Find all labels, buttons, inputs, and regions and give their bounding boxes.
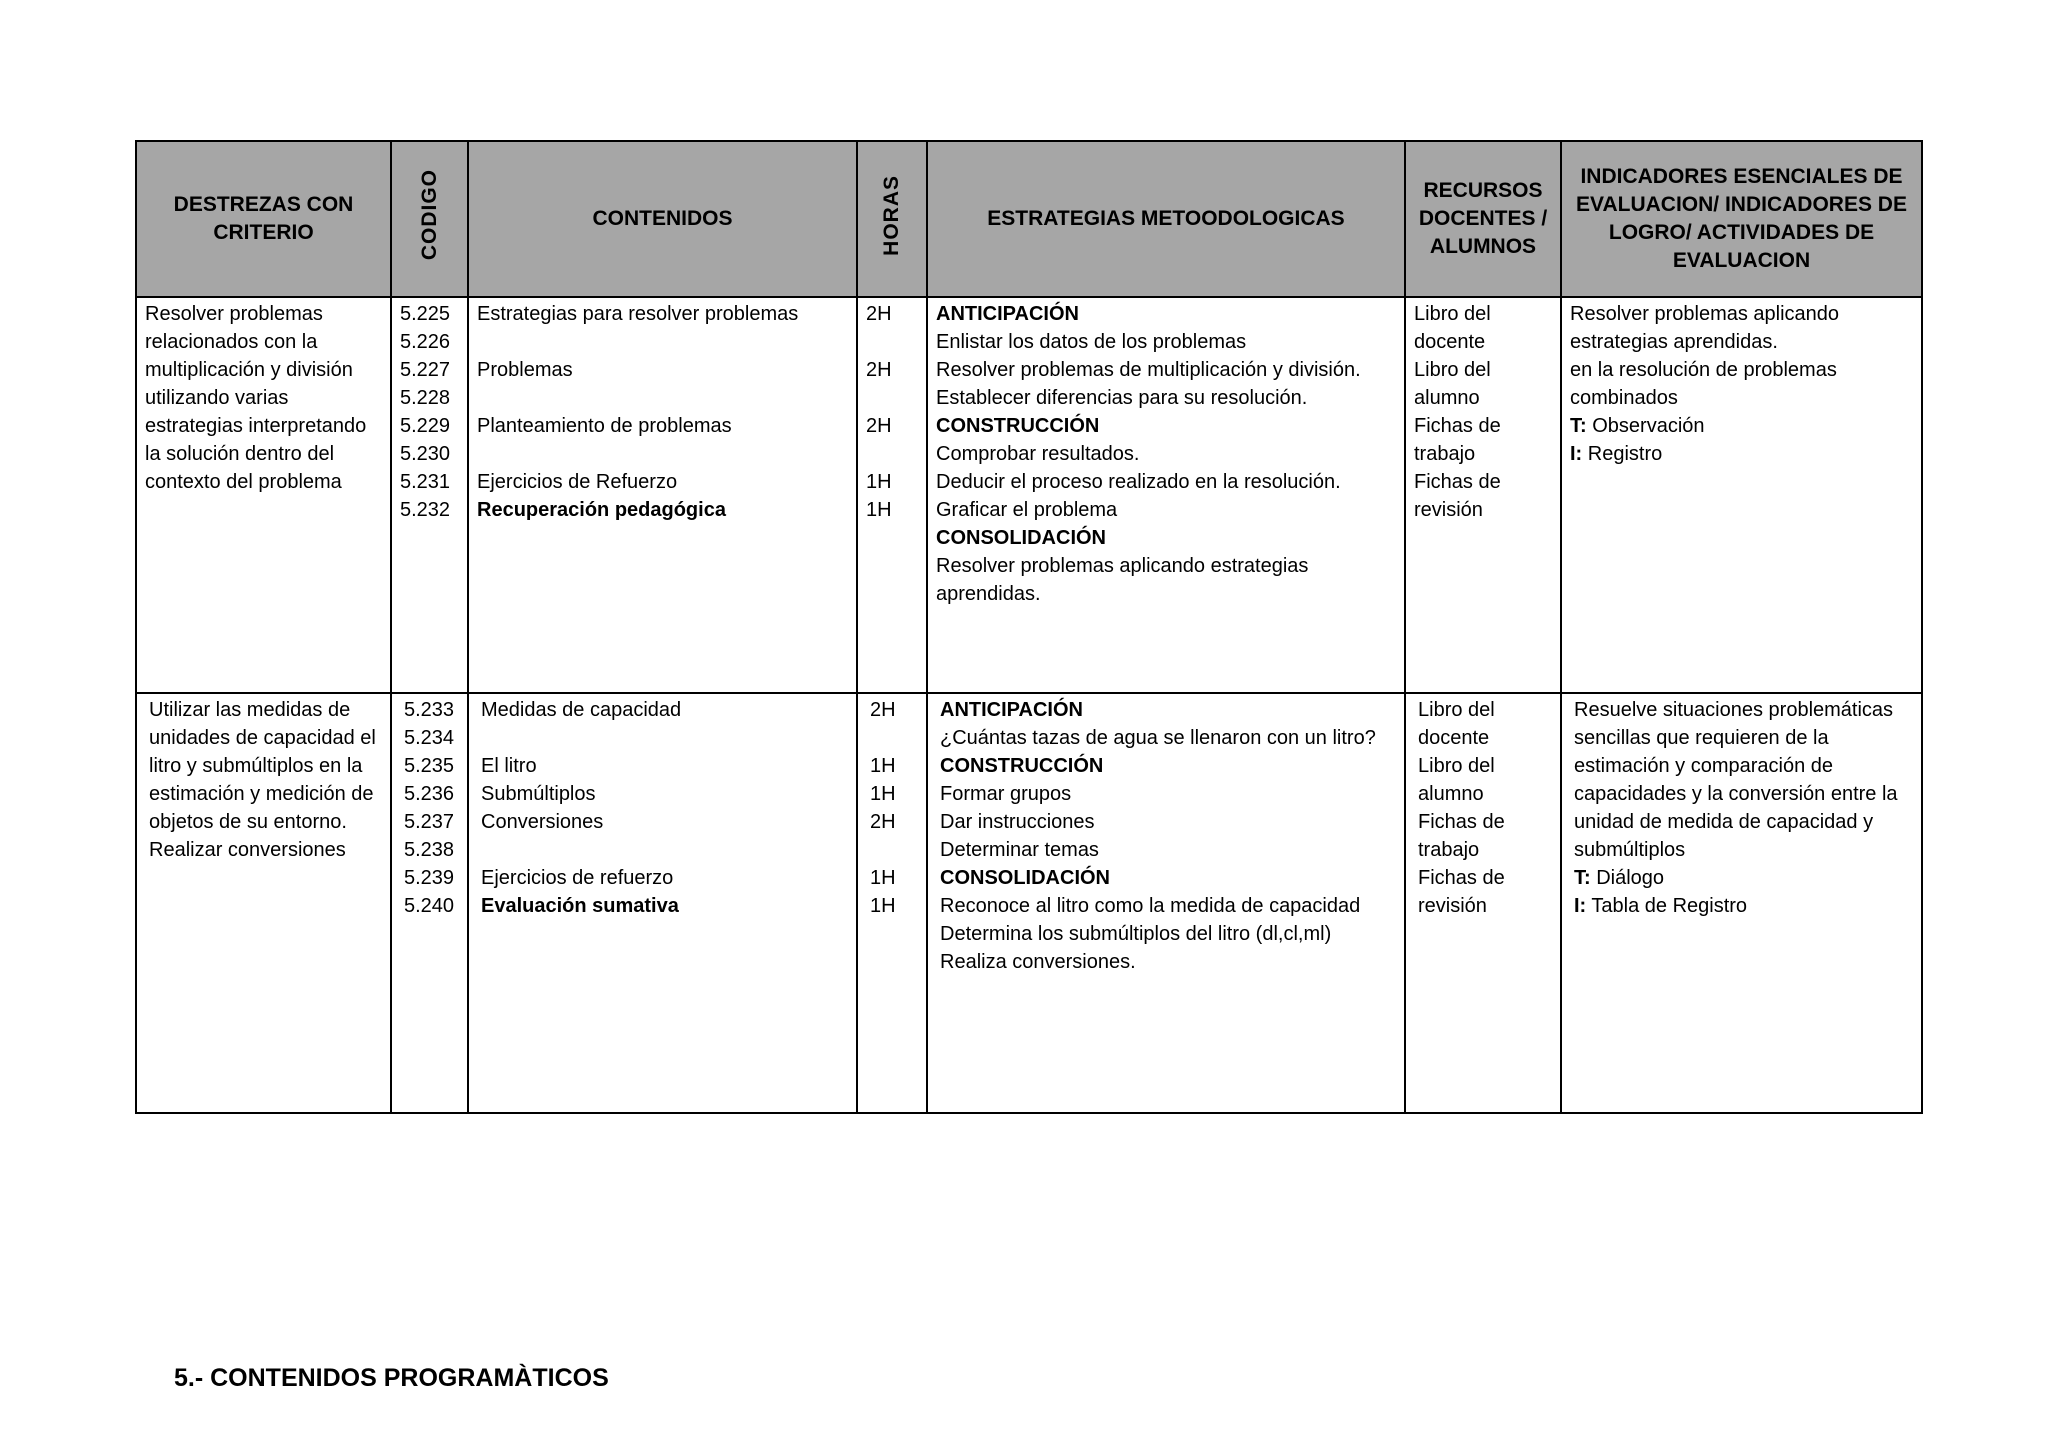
header-recursos: RECURSOS DOCENTES / ALUMNOS [1405, 141, 1561, 297]
recurso-line: Fichas de [1418, 867, 1505, 889]
estrategia-line: Graficar el problema [936, 499, 1118, 521]
contenido-line: Estrategias para resolver problemas [477, 303, 799, 325]
recurso-line: revisión [1418, 895, 1487, 917]
header-codigo [391, 141, 468, 297]
codigo-line: 5.238 [404, 839, 455, 861]
estrategia-line: Formar grupos [940, 783, 1072, 805]
contenido-line [477, 440, 848, 468]
estrategia-line: Enlistar los datos de los problemas [936, 331, 1247, 353]
codigo-line: 5.233 [404, 699, 455, 721]
phase-heading: CONSTRUCCIÓN [936, 415, 1100, 437]
hora-line [866, 440, 918, 468]
estrategia-line: Determinar temas [940, 839, 1099, 861]
instrumento-value: Tabla de Registro [1586, 895, 1748, 917]
contenido-line [477, 328, 848, 356]
section-title: 5.- CONTENIDOS PROGRAMÀTICOS [174, 1364, 609, 1392]
tecnica-label: T: [1570, 415, 1587, 437]
estrategia-line: Determina los submúltiplos del litro (dl,cl,ml) [940, 923, 1332, 945]
estrategias-cell [927, 297, 1405, 693]
recurso-line: Fichas de [1414, 415, 1501, 437]
estrategias-cell [927, 693, 1405, 1113]
recurso-line: trabajo [1418, 839, 1480, 861]
estrategia-line: Deducir el proceso realizado en la resolución. [936, 471, 1341, 493]
contenido-line: Ejercicios de Refuerzo [477, 471, 678, 493]
horas-cell [857, 297, 927, 693]
table-row [136, 297, 1922, 693]
recurso-line: Libro del [1414, 303, 1491, 325]
destreza-line: litro y submúltiplos en la [149, 755, 363, 777]
indicadores-cell [1561, 693, 1922, 1113]
tecnica-value: Diálogo [1590, 867, 1665, 889]
phase-heading: CONSTRUCCIÓN [940, 755, 1104, 777]
codigo-line: 5.228 [400, 387, 451, 409]
estrategia-line: Realiza conversiones. [940, 951, 1136, 973]
header-destrezas: DESTREZAS CON CRITERIO [136, 141, 391, 297]
destrezas-cell [136, 297, 391, 693]
header-horas-label: HORAS [880, 174, 903, 256]
recurso-line: Libro del [1414, 359, 1491, 381]
codigo-line: 5.237 [404, 811, 455, 833]
destreza-line: contexto del problema [145, 471, 342, 493]
hora-line: 1H [870, 895, 896, 917]
indicador-line: sencillas que requieren de la [1574, 727, 1829, 749]
codigo-line: 5.229 [400, 415, 451, 437]
destreza-line: objetos de su entorno. [149, 811, 347, 833]
recurso-line: Libro del [1418, 699, 1495, 721]
contenidos-cell [468, 693, 857, 1113]
phase-heading: ANTICIPACIÓN [940, 699, 1083, 721]
horas-cell [857, 693, 927, 1113]
codigo-line: 5.230 [400, 443, 451, 465]
estrategia-line: ¿Cuántas tazas de agua se llenaron con un litro? [940, 727, 1376, 749]
estrategia-line: Dar instrucciones [940, 811, 1095, 833]
contenido-line-bold: Evaluación sumativa [481, 895, 679, 917]
indicador-line: submúltiplos [1574, 839, 1686, 861]
codigo-line: 5.236 [404, 783, 455, 805]
hora-line [870, 724, 918, 752]
recurso-line: trabajo [1414, 443, 1476, 465]
phase-heading: ANTICIPACIÓN [936, 303, 1079, 325]
indicador-line: unidad de medida de capacidad y [1574, 811, 1874, 833]
indicador-line: capacidades y la conversión entre la [1574, 783, 1898, 805]
codigo-line: 5.231 [400, 471, 451, 493]
destreza-line: utilizando varias [145, 387, 289, 409]
recursos-cell [1405, 693, 1561, 1113]
destreza-line: la solución dentro del [145, 443, 335, 465]
destreza-line: Utilizar las medidas de [149, 699, 351, 721]
header-indicadores: INDICADORES ESENCIALES DE EVALUACION/ INDICADORES DE LOGRO/ ACTIVIDADES DE EVALUACION [1561, 141, 1922, 297]
recurso-line: Fichas de [1418, 811, 1505, 833]
contenido-line [481, 836, 848, 864]
contenido-line: Problemas [477, 359, 573, 381]
codigo-line: 5.225 [400, 303, 451, 325]
indicador-line: combinados [1570, 387, 1678, 409]
recurso-line: docente [1418, 727, 1490, 749]
phase-heading: CONSOLIDACIÓN [940, 867, 1110, 889]
tecnica-line [1570, 412, 1913, 440]
hora-line [866, 384, 918, 412]
destreza-line: Resolver problemas [145, 303, 323, 325]
planning-table [135, 140, 1923, 1114]
recurso-line: Fichas de [1414, 471, 1501, 493]
hora-line: 2H [870, 811, 896, 833]
indicador-line: estimación y comparación de [1574, 755, 1834, 777]
indicadores-cell [1561, 297, 1922, 693]
codigo-line: 5.234 [404, 727, 455, 749]
contenido-line [481, 724, 848, 752]
tecnica-line [1574, 864, 1913, 892]
recurso-line: revisión [1414, 499, 1483, 521]
destreza-line: relacionados con la [145, 331, 318, 353]
hora-line: 1H [870, 755, 896, 777]
tecnica-value: Observación [1586, 415, 1705, 437]
estrategia-line: Comprobar resultados. [936, 443, 1140, 465]
instrumento-line [1570, 440, 1913, 468]
instrumento-value: Registro [1582, 443, 1663, 465]
destrezas-cell [136, 693, 391, 1113]
contenido-line [477, 384, 848, 412]
hora-line: 1H [866, 471, 892, 493]
destreza-line: multiplicación y división [145, 359, 353, 381]
recursos-cell [1405, 297, 1561, 693]
destreza-line: estimación y medición de [149, 783, 374, 805]
estrategia-line: Reconoce al litro como la medida de capacidad [940, 895, 1361, 917]
hora-line [866, 328, 918, 356]
indicador-line: Resuelve situaciones problemáticas [1574, 699, 1894, 721]
table-row [136, 693, 1922, 1113]
contenido-line: Planteamiento de problemas [477, 415, 732, 437]
codigo-line: 5.240 [404, 895, 455, 917]
estrategia-line: aprendidas. [936, 583, 1041, 605]
header-row [136, 141, 1922, 297]
destreza-line: unidades de capacidad el [149, 727, 376, 749]
contenido-line: Conversiones [481, 811, 604, 833]
phase-heading: CONSOLIDACIÓN [936, 527, 1106, 549]
contenido-line: El litro [481, 755, 537, 777]
codigo-line: 5.226 [400, 331, 451, 353]
recurso-line: alumno [1418, 783, 1484, 805]
contenido-line: Ejercicios de refuerzo [481, 867, 674, 889]
estrategia-line: Resolver problemas aplicando estrategias [936, 555, 1309, 577]
indicador-line: estrategias aprendidas. [1570, 331, 1778, 353]
contenidos-cell [468, 297, 857, 693]
tecnica-label: T: [1574, 867, 1591, 889]
recurso-line: alumno [1414, 387, 1480, 409]
contenido-line: Submúltiplos [481, 783, 596, 805]
instrumento-label: I: [1570, 443, 1583, 465]
header-estrategias: ESTRATEGIAS METOODOLOGICAS [927, 141, 1405, 297]
contenido-line-bold: Recuperación pedagógica [477, 499, 726, 521]
hora-line: 2H [866, 359, 892, 381]
hora-line: 2H [870, 699, 896, 721]
recurso-line: docente [1414, 331, 1486, 353]
instrumento-line [1574, 892, 1913, 920]
indicador-line: en la resolución de problemas [1570, 359, 1837, 381]
codigo-cell [391, 693, 468, 1113]
contenido-line: Medidas de capacidad [481, 699, 682, 721]
destreza-line: estrategias interpretando [145, 415, 367, 437]
estrategia-line: Establecer diferencias para su resolución. [936, 387, 1308, 409]
hora-line: 1H [870, 867, 896, 889]
header-codigo-label: CODIGO [417, 169, 441, 261]
codigo-line: 5.235 [404, 755, 455, 777]
codigo-line: 5.227 [400, 359, 451, 381]
hora-line: 1H [870, 783, 896, 805]
instrumento-label: I: [1574, 895, 1587, 917]
codigo-cell [391, 297, 468, 693]
estrategia-line: Resolver problemas de multiplicación y división. [936, 359, 1361, 381]
codigo-line: 5.232 [400, 499, 451, 521]
hora-line: 2H [866, 415, 892, 437]
indicador-line: Resolver problemas aplicando [1570, 303, 1840, 325]
header-contenidos: CONTENIDOS [468, 141, 857, 297]
codigo-line: 5.239 [404, 867, 455, 889]
recurso-line: Libro del [1418, 755, 1495, 777]
hora-line: 1H [866, 499, 892, 521]
destreza-line: Realizar conversiones [149, 839, 346, 861]
hora-line: 2H [866, 303, 892, 325]
hora-line [870, 836, 918, 864]
header-horas [857, 141, 927, 297]
